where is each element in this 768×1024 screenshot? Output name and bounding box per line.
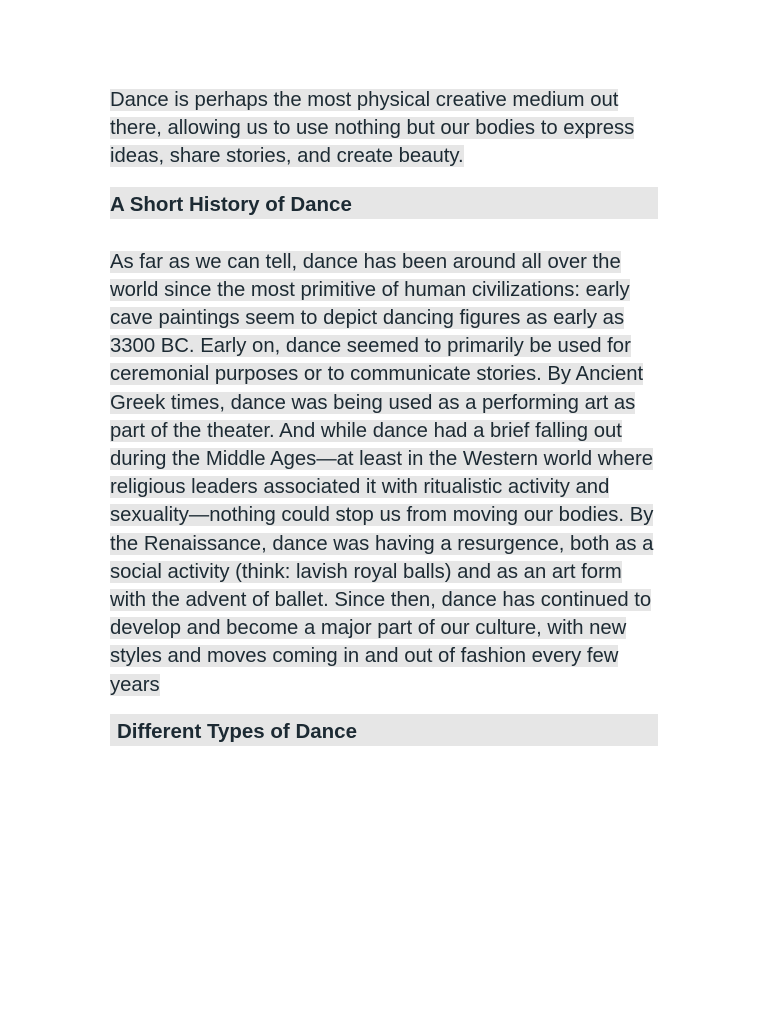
heading-short-history: A Short History of Dance: [110, 187, 658, 219]
history-paragraph: [110, 248, 658, 699]
intro-paragraph: [110, 86, 658, 171]
heading-different-types: Different Types of Dance: [110, 714, 658, 746]
history-text: As far as we can tell, dance has been around all over the world since the most primitive of human civilizations: early cave paintings seem to depict dancing figures as early as 3300 BC. Early on, dance seemed to primarily be used for ceremonial purposes or to communicate stories. By Ancient Greek times, dance was being used as a performing art as part of the theater. And while dance had a brief falling out during the Middle Ages—at least in the Western world where religious leaders associated it with ritualistic activity and sexuality—nothing could stop us from moving our bodies. By the Renaissance, dance was having a resurgence, both as a social activity (think: lavish royal balls) and as an art form with the advent of ballet. Since then, dance has continued to develop and become a major part of our culture, with new styles and moves coming in and out of fashion every few years: [110, 250, 654, 696]
document-body: [110, 86, 658, 746]
intro-text: Dance is perhaps the most physical creative medium out there, allowing us to use nothing but our bodies to express ideas, share stories, and create beauty.: [110, 89, 635, 168]
